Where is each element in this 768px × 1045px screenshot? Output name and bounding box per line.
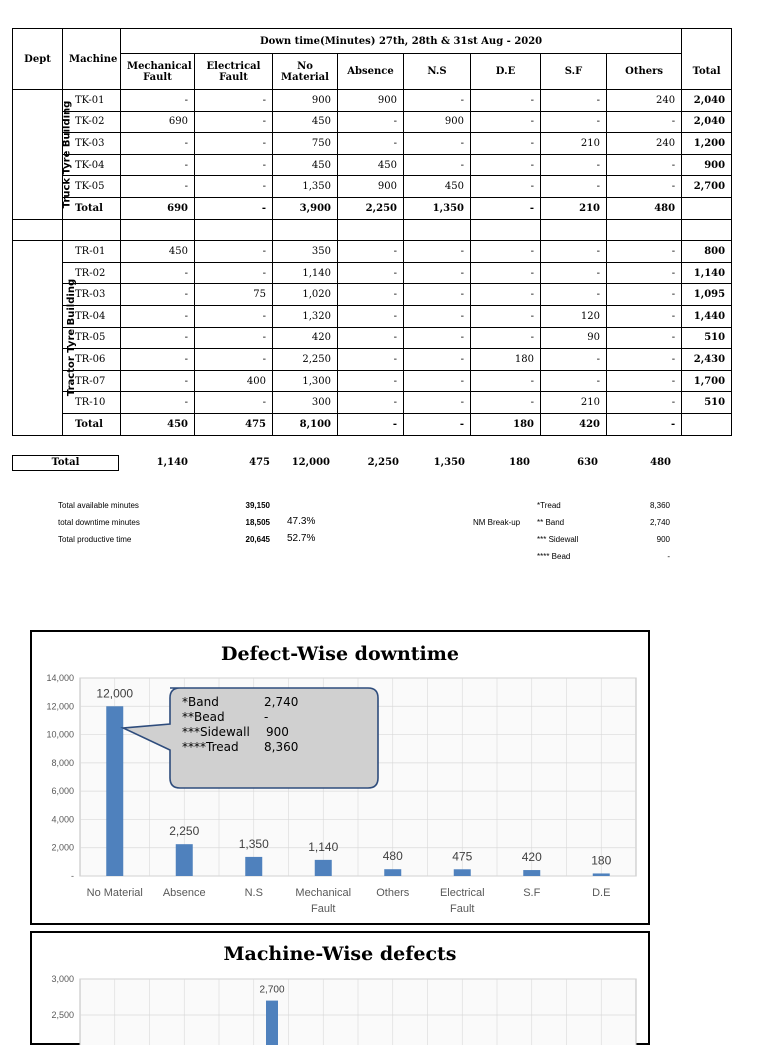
row-total-cell: 1,140 — [682, 262, 732, 284]
value-cell: 1,140 — [273, 262, 338, 284]
row-total-cell: 2,040 — [682, 90, 732, 112]
electrical-fault-header: Electrical Fault — [195, 54, 273, 90]
x-tick-label: Mechanical — [295, 887, 352, 899]
row-total-cell: 510 — [682, 392, 732, 414]
value-cell: - — [195, 305, 273, 327]
x-tick-label: Others — [376, 887, 410, 899]
machine-id-cell: TR-01 — [63, 241, 121, 263]
value-cell: - — [607, 284, 682, 306]
section-total-cell: - — [338, 413, 404, 435]
value-cell: - — [541, 370, 607, 392]
value-cell: 900 — [273, 90, 338, 112]
value-cell: 180 — [471, 349, 541, 371]
table-row — [13, 262, 732, 284]
x-tick-label: Electrical — [439, 887, 485, 899]
section-total-cell: 2,250 — [338, 197, 404, 219]
x-tick-label: S.F — [523, 887, 541, 899]
machine-wise-chart-svg — [32, 933, 648, 1043]
downtime-period-header: Down time(Minutes) 27th, 28th & 31st Aug - 2020 — [121, 29, 682, 54]
value-cell: - — [195, 176, 273, 198]
value-cell: - — [541, 111, 607, 133]
value-cell: 1,320 — [273, 305, 338, 327]
table-row — [13, 154, 732, 176]
value-cell: - — [404, 392, 471, 414]
nm-breakup-item-name: **** Bead — [537, 552, 571, 561]
mechanical-fault-header: Mechanical Fault — [121, 54, 195, 90]
value-cell: 210 — [541, 392, 607, 414]
value-cell: - — [471, 154, 541, 176]
value-cell: - — [195, 262, 273, 284]
chart-title: Machine-Wise defects — [223, 943, 457, 965]
grand-total-value: 12,000 — [291, 457, 330, 468]
value-cell: - — [607, 349, 682, 371]
table-row — [13, 392, 732, 414]
value-cell: - — [195, 241, 273, 263]
total-header: Total — [682, 54, 732, 90]
row-total-cell: 1,440 — [682, 305, 732, 327]
value-cell: - — [471, 370, 541, 392]
section-total-cell: 420 — [541, 413, 607, 435]
value-cell: 210 — [541, 133, 607, 155]
x-tick-label: N.S — [244, 887, 263, 899]
value-cell: - — [471, 133, 541, 155]
truck-dept-label: Truck Tyre Building — [61, 100, 73, 209]
y-tick-label: 14,000 — [46, 673, 74, 683]
others-header: Others — [607, 54, 682, 90]
data-label: 2,700 — [259, 984, 285, 996]
row-total-cell: 2,700 — [682, 176, 732, 198]
data-label: 480 — [382, 849, 403, 864]
bar — [245, 857, 262, 876]
value-cell: 420 — [273, 327, 338, 349]
value-cell: - — [607, 241, 682, 263]
downtime-table — [12, 28, 732, 436]
bar — [176, 844, 193, 876]
bar — [593, 873, 610, 876]
no-material-header: No Material — [273, 54, 338, 90]
downtime-minutes-value: 18,505 — [245, 518, 270, 527]
row-total-cell: 510 — [682, 327, 732, 349]
callout-item-name: ****Tread — [182, 740, 239, 754]
value-cell: 90 — [541, 327, 607, 349]
spacer-row — [13, 219, 732, 241]
y-tick-label: 2,500 — [51, 1010, 74, 1020]
available-minutes-label: Total available minutes — [58, 501, 139, 510]
value-cell: - — [471, 305, 541, 327]
callout-item-name: **Bead — [182, 710, 225, 724]
y-tick-label: 3,000 — [51, 974, 74, 984]
value-cell: 750 — [273, 133, 338, 155]
value-cell: - — [195, 133, 273, 155]
value-cell: 120 — [541, 305, 607, 327]
callout-item-name: ***Sidewall — [182, 725, 250, 739]
section-total-cell: 480 — [607, 197, 682, 219]
section-total-cell: 3,900 — [273, 197, 338, 219]
bar — [315, 860, 332, 876]
value-cell: - — [471, 284, 541, 306]
value-cell: - — [404, 241, 471, 263]
row-total-cell: 1,095 — [682, 284, 732, 306]
value-cell: - — [338, 111, 404, 133]
value-cell: - — [541, 349, 607, 371]
tractor-dept-cell — [13, 241, 78, 435]
value-cell: - — [121, 262, 195, 284]
value-cell: 400 — [195, 370, 273, 392]
value-cell: 450 — [404, 176, 471, 198]
value-cell: - — [541, 176, 607, 198]
grand-total-value: 475 — [249, 457, 270, 468]
value-cell: - — [404, 305, 471, 327]
available-minutes-value: 39,150 — [245, 501, 270, 510]
value-cell: 900 — [404, 111, 471, 133]
absence-header: Absence — [338, 54, 404, 90]
value-cell: 690 — [121, 111, 195, 133]
table-row — [13, 370, 732, 392]
value-cell: - — [541, 284, 607, 306]
nm-breakup-label: NM Break-up — [473, 518, 521, 527]
data-label: 1,140 — [308, 839, 339, 854]
y-tick-label: 4,000 — [51, 814, 74, 825]
row-total-cell: 2,430 — [682, 349, 732, 371]
tractor-dept-label: Tractor Tyre Building — [66, 279, 78, 397]
value-cell: - — [541, 90, 607, 112]
table-row — [13, 327, 732, 349]
callout-item-value: 8,360 — [264, 740, 299, 754]
bar — [266, 1001, 278, 1045]
value-cell: 240 — [607, 133, 682, 155]
grand-total-value: 1,350 — [433, 457, 465, 468]
data-label: 475 — [452, 849, 473, 864]
value-cell: - — [404, 370, 471, 392]
value-cell: 450 — [338, 154, 404, 176]
y-tick-label: 12,000 — [46, 701, 74, 712]
row-total-cell: 2,040 — [682, 111, 732, 133]
downtime-minutes-label: total downtime minutes — [58, 518, 140, 527]
value-cell: - — [338, 284, 404, 306]
table-row — [13, 305, 732, 327]
machine-id-cell: TR-04 — [63, 305, 121, 327]
grand-total-label: Total — [12, 455, 119, 471]
defect-wise-chart-svg — [32, 632, 648, 923]
grand-total-value: 480 — [650, 457, 671, 468]
value-cell: 900 — [338, 176, 404, 198]
x-tick-label: Fault — [311, 903, 336, 915]
value-cell: - — [471, 392, 541, 414]
section-total-cell: 1,350 — [404, 197, 471, 219]
nm-breakup-item-value: 2,740 — [649, 518, 670, 527]
table-row — [13, 349, 732, 371]
value-cell: - — [195, 90, 273, 112]
machine-id-cell: TK-03 — [63, 133, 121, 155]
value-cell: 450 — [273, 111, 338, 133]
value-cell: - — [338, 305, 404, 327]
data-label: 420 — [521, 850, 542, 865]
value-cell: - — [121, 284, 195, 306]
table-row — [13, 133, 732, 155]
value-cell: - — [338, 349, 404, 371]
value-cell: 900 — [338, 90, 404, 112]
value-cell: - — [404, 327, 471, 349]
value-cell: - — [607, 327, 682, 349]
dept-header: Dept — [13, 29, 63, 90]
value-cell: - — [404, 154, 471, 176]
grand-total-value: 180 — [509, 457, 530, 468]
value-cell: - — [471, 327, 541, 349]
productive-percent: 52.7% — [287, 533, 316, 544]
value-cell: - — [195, 392, 273, 414]
row-total-cell: 1,200 — [682, 133, 732, 155]
value-cell: - — [195, 111, 273, 133]
value-cell: - — [607, 392, 682, 414]
value-cell: 450 — [121, 241, 195, 263]
value-cell: - — [338, 370, 404, 392]
value-cell: - — [404, 284, 471, 306]
value-cell: - — [607, 305, 682, 327]
y-tick-label: - — [71, 871, 74, 881]
de-header: D.E — [471, 54, 541, 90]
value-cell: - — [195, 349, 273, 371]
x-tick-label: Absence — [162, 887, 206, 899]
nm-breakup-item-value: 900 — [656, 535, 670, 544]
section-total-cell: - — [404, 413, 471, 435]
value-cell: - — [338, 262, 404, 284]
machine-header: Machine — [63, 29, 121, 90]
table-row — [13, 284, 732, 306]
callout-item-value: - — [264, 710, 269, 724]
x-tick-label: D.E — [592, 887, 611, 899]
value-cell: - — [541, 262, 607, 284]
value-cell: - — [121, 327, 195, 349]
value-cell: - — [338, 133, 404, 155]
nm-breakup-item-name: *** Sidewall — [537, 535, 579, 544]
table-row — [13, 241, 732, 263]
value-cell: - — [471, 90, 541, 112]
nm-breakup-item-name: ** Band — [537, 518, 565, 527]
data-label: 180 — [591, 853, 612, 868]
value-cell: - — [404, 349, 471, 371]
machine-id-cell: TK-05 — [63, 176, 121, 198]
nm-breakup-item-value: 8,360 — [649, 501, 670, 510]
machine-id-cell: TR-05 — [63, 327, 121, 349]
productive-time-label: Total productive time — [58, 535, 132, 544]
y-tick-label: 2,000 — [51, 842, 74, 853]
y-tick-label: 10,000 — [46, 729, 74, 740]
value-cell: 240 — [607, 90, 682, 112]
value-cell: - — [471, 262, 541, 284]
value-cell: - — [195, 327, 273, 349]
value-cell: - — [404, 262, 471, 284]
value-cell: 350 — [273, 241, 338, 263]
machine-id-cell: TR-02 — [63, 262, 121, 284]
value-cell: - — [195, 154, 273, 176]
value-cell: - — [607, 262, 682, 284]
value-cell: - — [541, 154, 607, 176]
value-cell: - — [607, 111, 682, 133]
value-cell: - — [121, 392, 195, 414]
value-cell: 1,300 — [273, 370, 338, 392]
value-cell: 300 — [273, 392, 338, 414]
value-cell: - — [471, 111, 541, 133]
value-cell: - — [471, 176, 541, 198]
data-label: 1,350 — [238, 836, 269, 851]
section-total-cell: 210 — [541, 197, 607, 219]
machine-id-cell: TK-01 — [63, 90, 121, 112]
data-label: 2,250 — [169, 824, 200, 839]
section-total-cell: 180 — [471, 413, 541, 435]
grand-total-value: 1,140 — [156, 457, 188, 468]
value-cell: - — [121, 176, 195, 198]
section-total-cell: 450 — [121, 413, 195, 435]
bar — [454, 869, 471, 876]
section-total-label: Total — [63, 197, 121, 219]
machine-id-cell: TR-03 — [63, 284, 121, 306]
machine-wise-chart — [30, 931, 650, 1045]
callout-item-value: 2,740 — [264, 695, 299, 709]
section-total-cell: - — [607, 413, 682, 435]
value-cell: - — [338, 327, 404, 349]
value-cell: 75 — [195, 284, 273, 306]
value-cell: - — [607, 154, 682, 176]
value-cell: - — [121, 90, 195, 112]
ns-header: N.S — [404, 54, 471, 90]
table-row — [13, 90, 732, 112]
downtime-percent: 47.3% — [287, 516, 316, 527]
nm-breakup-item-value: - — [667, 552, 670, 561]
value-cell: - — [121, 305, 195, 327]
value-cell: 1,020 — [273, 284, 338, 306]
y-tick-label: 8,000 — [51, 757, 74, 768]
machine-id-cell: TK-04 — [63, 154, 121, 176]
chart-title: Defect-Wise downtime — [221, 643, 459, 665]
value-cell: 2,250 — [273, 349, 338, 371]
machine-id-cell: TR-07 — [63, 370, 121, 392]
callout-item-value: 900 — [266, 725, 289, 739]
table-row — [13, 176, 732, 198]
nm-breakup-item-name: *Tread — [537, 501, 561, 510]
section-total-cell: - — [195, 197, 273, 219]
tractor-total-row — [13, 413, 732, 435]
section-total-label: Total — [63, 413, 121, 435]
value-cell: - — [121, 133, 195, 155]
defect-wise-chart — [30, 630, 650, 925]
section-total-cell: - — [471, 197, 541, 219]
truck-total-row — [13, 197, 732, 219]
machine-id-cell: TR-06 — [63, 349, 121, 371]
bar — [384, 869, 401, 876]
value-cell: - — [607, 370, 682, 392]
machine-id-cell: TK-02 — [63, 111, 121, 133]
callout-item-name: *Band — [182, 695, 219, 709]
value-cell: - — [404, 90, 471, 112]
grand-total-value: 630 — [577, 457, 598, 468]
value-cell: - — [338, 241, 404, 263]
value-cell: 450 — [273, 154, 338, 176]
truck-dept-cell — [13, 90, 73, 220]
section-total-cell — [682, 413, 732, 435]
value-cell: - — [121, 154, 195, 176]
x-tick-label: Fault — [450, 903, 475, 915]
section-total-cell: 8,100 — [273, 413, 338, 435]
data-label: 12,000 — [96, 686, 134, 701]
row-total-cell: 900 — [682, 154, 732, 176]
productive-time-value: 20,645 — [245, 535, 270, 544]
bar — [523, 870, 540, 876]
value-cell: 1,350 — [273, 176, 338, 198]
sf-header: S.F — [541, 54, 607, 90]
value-cell: - — [338, 392, 404, 414]
machine-id-cell: TR-10 — [63, 392, 121, 414]
value-cell: - — [471, 241, 541, 263]
value-cell: - — [541, 241, 607, 263]
x-tick-label: No Material — [86, 887, 143, 899]
section-total-cell: 690 — [121, 197, 195, 219]
value-cell: - — [607, 176, 682, 198]
row-total-cell: 800 — [682, 241, 732, 263]
table-row — [13, 111, 732, 133]
bar — [106, 706, 123, 876]
grand-total-value: 2,250 — [367, 457, 399, 468]
section-total-cell: 475 — [195, 413, 273, 435]
value-cell: - — [121, 349, 195, 371]
value-cell: - — [404, 133, 471, 155]
row-total-cell: 1,700 — [682, 370, 732, 392]
y-tick-label: 6,000 — [51, 786, 74, 797]
value-cell: - — [121, 370, 195, 392]
section-total-cell — [682, 197, 732, 219]
